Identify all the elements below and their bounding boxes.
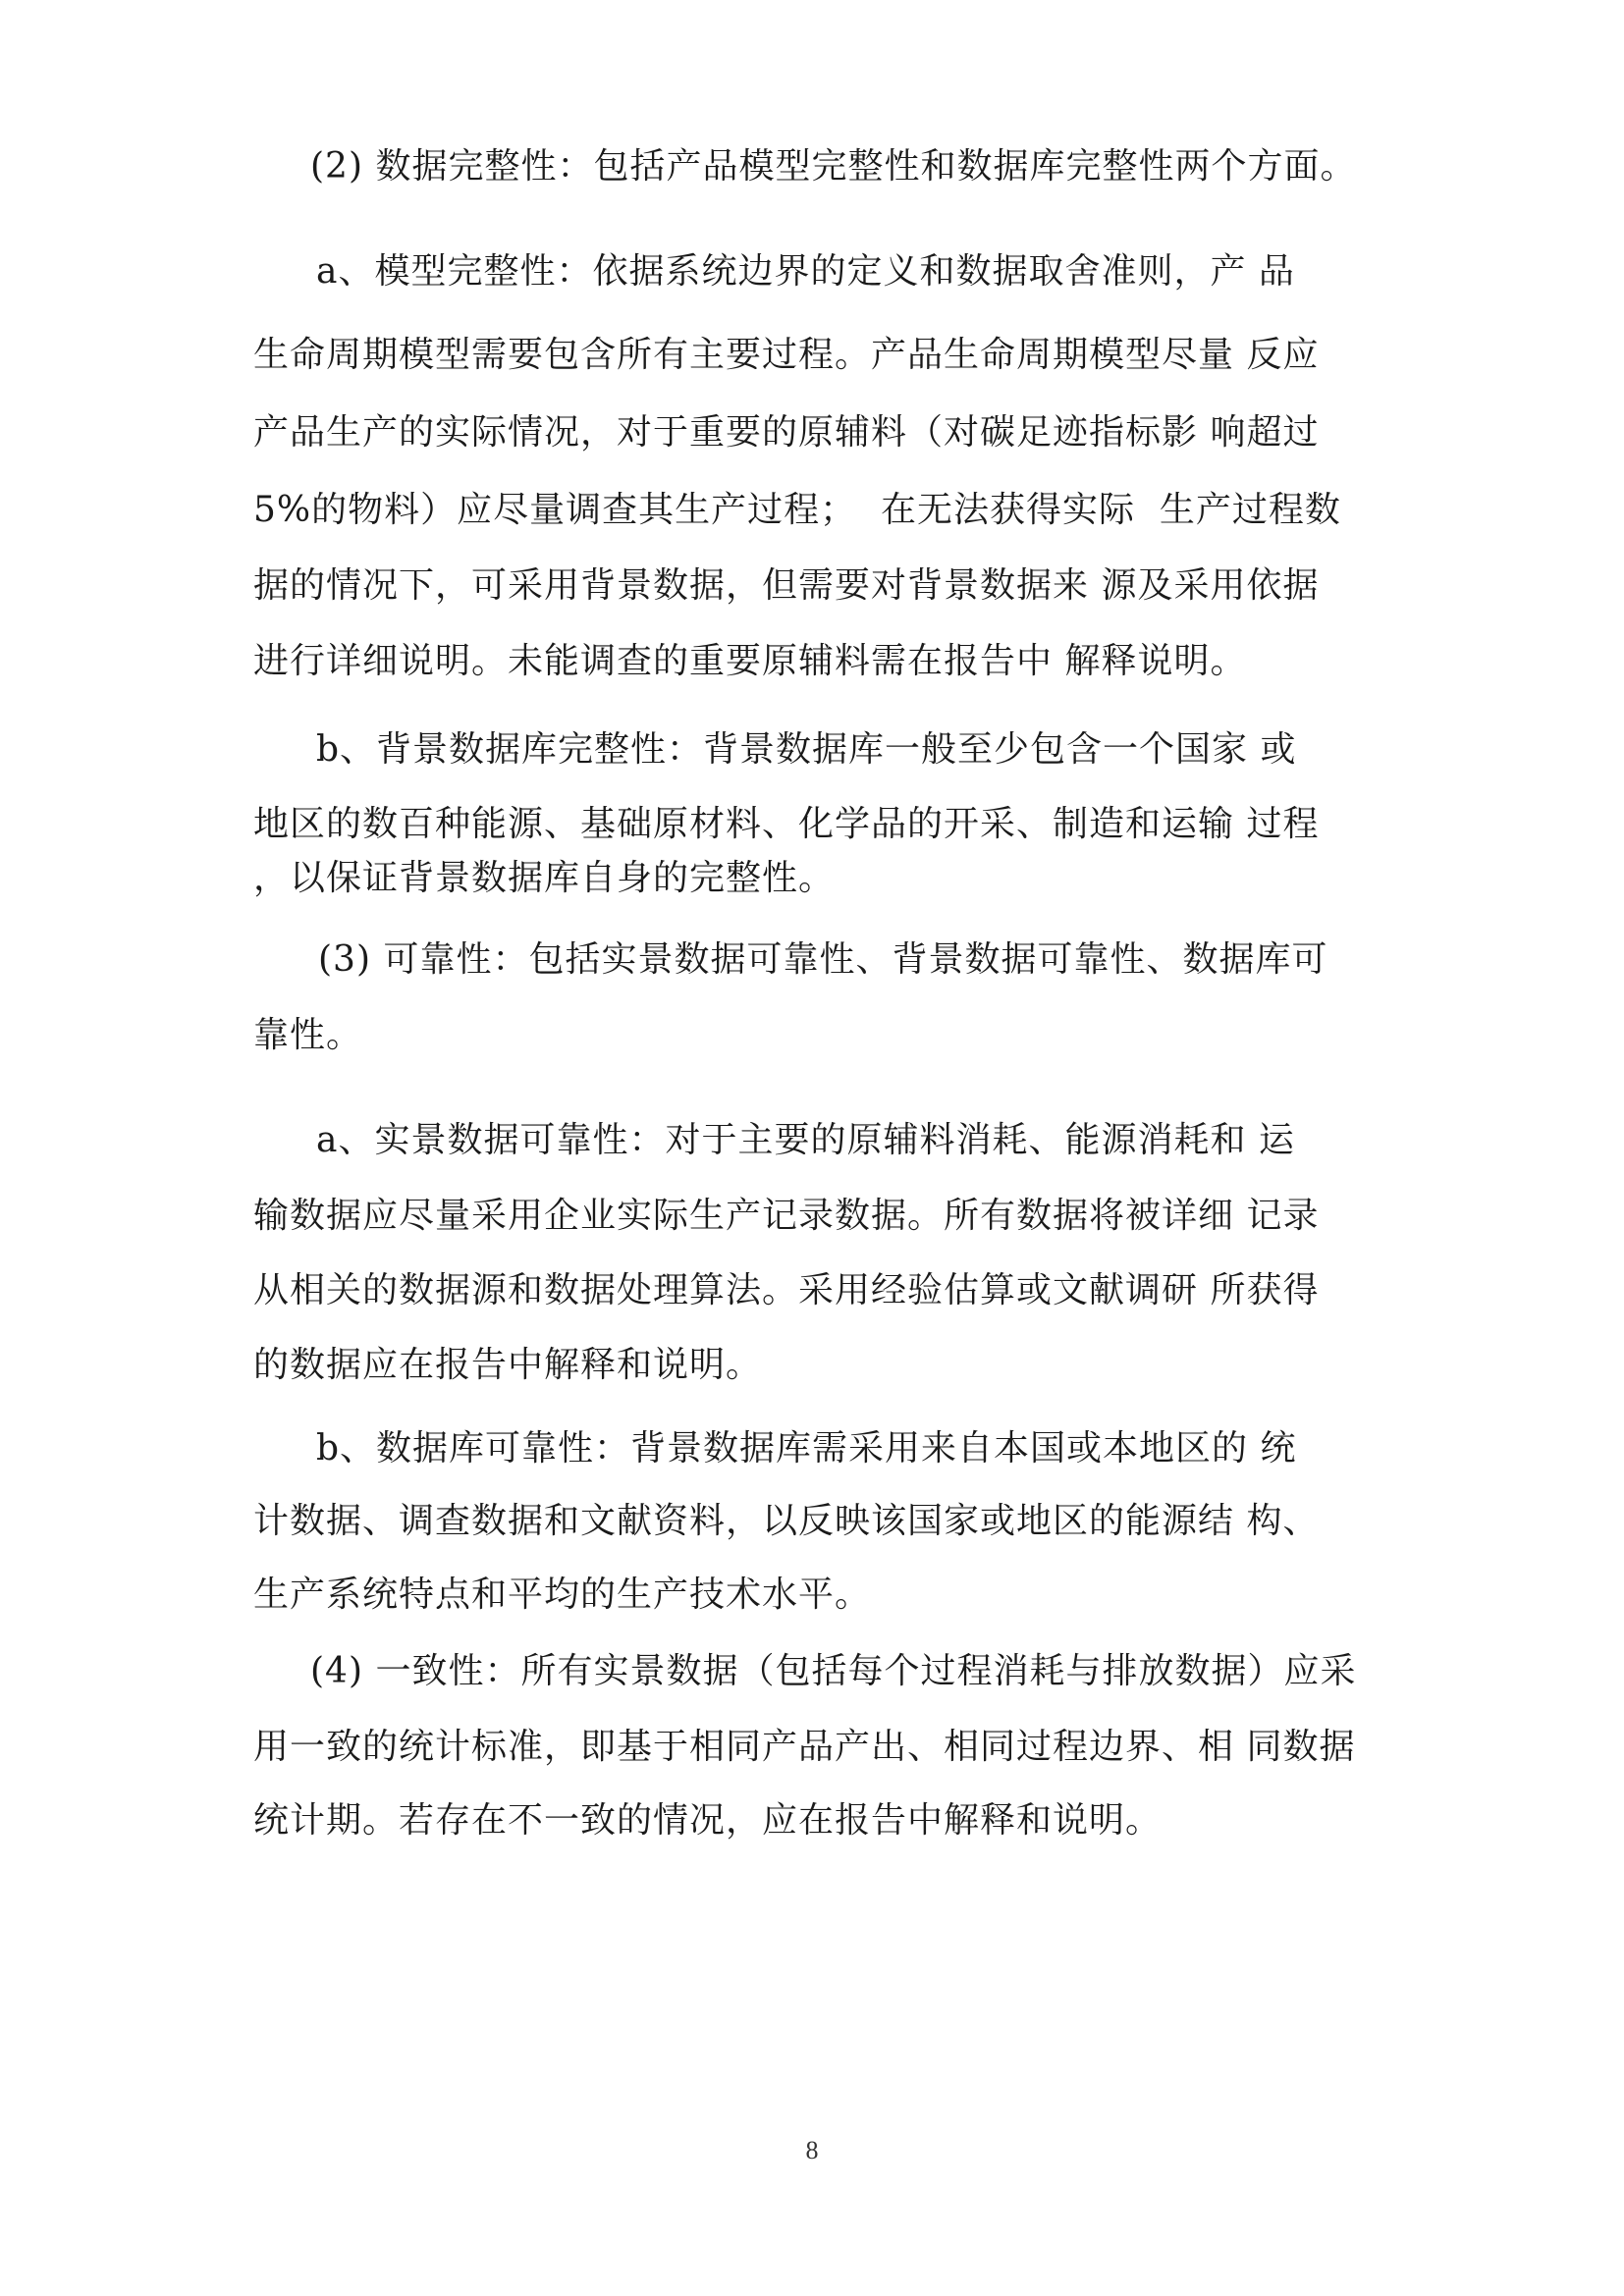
text-line: 进行详细说明。未能调查的重要原辅料需在报告中 解释说明。 (253, 641, 1247, 681)
text-line: 用一致的统计标准，即基于相同产品产出、相同过程边界、相 同数据 (253, 1727, 1356, 1767)
text-line: a、模型完整性：依据系统边界的定义和数据取舍准则，产 品 (316, 251, 1295, 292)
text-line: 地区的数百种能源、基础原材料、化学品的开采、制造和运输 过程 (253, 804, 1320, 844)
text-line: 产品生产的实际情况，对于重要的原辅料（对碳足迹指标影 响超过 (253, 412, 1320, 453)
text-line: 计数据、调查数据和文献资料，以反映该国家或地区的能源结 构、 (253, 1501, 1320, 1541)
text-line: b、背景数据库完整性：背景数据库一般至少包含一个国家 或 (316, 729, 1297, 770)
text-line: 5%的物料）应尽量调查其生产过程； 在无法获得实际 生产过程数 (253, 490, 1341, 530)
text-line: (4) 一致性：所有实景数据（包括每个过程消耗与排放数据）应采 (310, 1651, 1357, 1691)
text-line: a、实景数据可靠性：对于主要的原辅料消耗、能源消耗和 运 (316, 1120, 1295, 1160)
text-line: (2) 数据完整性：包括产品模型完整性和数据库完整性两个方面。 (310, 146, 1357, 187)
text-line: ，以保证背景数据库自身的完整性。 (253, 858, 836, 898)
text-line: 的数据应在报告中解释和说明。 (253, 1345, 763, 1385)
text-line: (3) 可靠性：包括实景数据可靠性、背景数据可靠性、数据库可 (318, 939, 1328, 980)
text-line: 靠性。 (253, 1015, 363, 1055)
text-line: 输数据应尽量采用企业实际生产记录数据。所有数据将被详细 记录 (253, 1196, 1320, 1236)
text-line: 生产系统特点和平均的生产技术水平。 (253, 1575, 872, 1615)
text-line: 从相关的数据源和数据处理算法。采用经验估算或文献调研 所获得 (253, 1270, 1320, 1310)
text-line: 生命周期模型需要包含所有主要过程。产品生命周期模型尽量 反应 (253, 335, 1320, 375)
text-line: 统计期。若存在不一致的情况，应在报告中解释和说明。 (253, 1800, 1163, 1841)
text-line: b、数据库可靠性：背景数据库需采用来自本国或本地区的 统 (316, 1428, 1297, 1468)
page-number: 8 (805, 2136, 819, 2164)
text-line: 据的情况下，可采用背景数据，但需要对背景数据来 源及采用依据 (253, 565, 1320, 606)
